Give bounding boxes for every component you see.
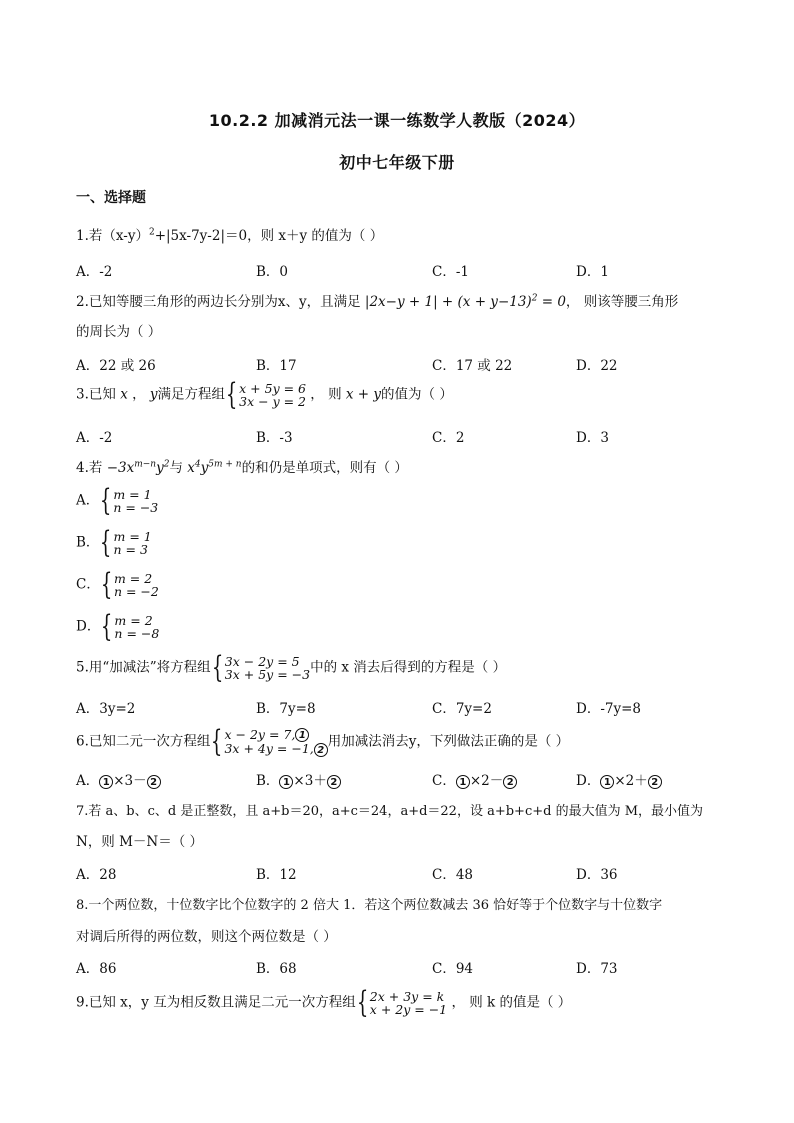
option-d[interactable]: D．3	[576, 430, 609, 446]
question-4	[76, 456, 726, 476]
math-expression: x + y	[345, 386, 382, 403]
circled-number-icon: 1	[456, 775, 470, 789]
question-text: 3.已知	[76, 386, 116, 403]
question-8-line-2: 对调后所得的两位数，则这个两位数是（ ）	[76, 929, 337, 945]
section-heading: 一、选择题	[76, 190, 146, 206]
page-subtitle: 初中七年级下册	[339, 153, 455, 172]
page-title: 10.2.2 加减消元法一课一练数学人教版（2024）	[208, 111, 586, 130]
equation-system: { 3x − 2y = 5 3x + 5y = −3	[211, 650, 311, 685]
separator: ，	[132, 386, 146, 403]
option-a[interactable]: A．-2	[76, 264, 113, 280]
question-7-line-2: N，则 M－N＝（ ）	[76, 834, 204, 850]
question-text: 5.用“加减法”将方程组	[76, 659, 211, 676]
circled-number-icon: 1	[99, 775, 113, 789]
question-text: ， 则	[310, 386, 342, 403]
option-c[interactable]: C．2	[432, 430, 465, 446]
option-label: D．	[76, 618, 101, 635]
option-c[interactable]: C． 1 ×2－ 2	[432, 769, 517, 789]
question-text: ， 则该等腰三角形	[565, 294, 679, 310]
question-text: 与	[169, 460, 183, 476]
option-b[interactable]: B．7y=8	[256, 701, 316, 717]
variable: x	[120, 386, 128, 403]
option-a[interactable]: A．28	[76, 867, 117, 883]
option-c[interactable]	[76, 567, 159, 602]
circled-number-icon: 2	[648, 775, 662, 789]
question-6	[76, 724, 726, 759]
question-7: 7.若 a、b、c、d 是正整数，且 a+b＝20，a+c＝24，a+d＝22，设 a+b+c+d 的最大值为 M，最小值为	[76, 804, 704, 819]
equation-system: { m = 1 n = −3	[100, 483, 159, 518]
exponent: 2	[148, 227, 155, 238]
question-5	[76, 650, 726, 685]
question-text: 9.已知 x，y 互为相反数且满足二元一次方程组	[76, 994, 356, 1011]
circled-number-icon: 1	[279, 775, 293, 789]
equation-system: { m = 1 n = 3	[100, 525, 152, 560]
option-d[interactable]: D．36	[576, 867, 618, 883]
monomial-2: $x^4y^{5m + n}$	[187, 459, 242, 476]
option-a[interactable]: A．22 或 26	[76, 358, 156, 374]
option-a[interactable]: A．3y=2	[76, 701, 136, 717]
option-b[interactable]: B．-3	[256, 430, 293, 446]
question-text: 4.若	[76, 460, 103, 476]
option-b[interactable]: B． 1 ×3＋ 2	[256, 769, 341, 789]
equation-system: { m = 2 n = −8	[101, 609, 160, 644]
option-b[interactable]: B．68	[256, 961, 297, 977]
question-text: 满足方程组	[157, 386, 226, 403]
option-a[interactable]: A．-2	[76, 430, 113, 446]
equation-system: { m = 2 n = −2	[100, 567, 159, 602]
option-a[interactable]	[76, 483, 159, 518]
question-text: +|5x-7y-2|＝0，则 x＋y 的值为（ ）	[154, 228, 384, 244]
monomial-1: $-3x^{m-n}y^2$	[106, 459, 170, 476]
question-2	[76, 290, 726, 310]
option-d[interactable]: D． 1 ×2＋ 2	[576, 769, 662, 789]
question-text: 中的 x 消去后得到的方程是（ ）	[310, 659, 507, 676]
option-c[interactable]: C．94	[432, 961, 474, 977]
circled-number-icon: 2	[147, 775, 161, 789]
question-9	[76, 985, 726, 1020]
math-expression: $|2x-y + 1| + (x + y-13)^2 = 0$	[364, 293, 566, 310]
question-text: 用加减法消去y，下列做法正确的是（ ）	[327, 733, 570, 750]
question-text: 2.已知等腰三角形的两边长分别为x、y，且满足	[76, 294, 361, 310]
question-3	[76, 377, 726, 412]
circled-number-icon: 2	[314, 743, 328, 757]
option-label: B．	[76, 534, 100, 551]
question-text: 的和仍是单项式，则有（ ）	[241, 460, 408, 476]
option-d[interactable]: D．73	[576, 961, 618, 977]
question-8: 8.一个两位数，十位数字比个位数字的 2 倍大 1．若这个两位数减去 36 恰好等于个位数字与十位数字	[76, 898, 663, 913]
option-d[interactable]	[76, 609, 160, 644]
circled-number-icon: 1	[600, 775, 614, 789]
question-1	[76, 224, 726, 244]
option-d[interactable]: D．22	[576, 358, 618, 374]
option-b[interactable]: B．0	[256, 264, 289, 280]
equation-system: { 2x + 3y = k x + 2y = −1	[356, 985, 448, 1020]
variable: y	[149, 386, 158, 403]
equation-system: { x + 5y = 6 3x − y = 2	[225, 377, 306, 412]
question-text: ， 则 k 的值是（ ）	[451, 994, 572, 1011]
option-label: A．	[76, 492, 100, 509]
option-b[interactable]	[76, 525, 152, 560]
option-d[interactable]: D．-7y=8	[576, 701, 642, 717]
option-c[interactable]: C．7y=2	[432, 701, 492, 717]
question-2-line-2: 的周长为（ ）	[76, 324, 162, 340]
circled-number-icon: 2	[503, 775, 517, 789]
option-c[interactable]: C．48	[432, 867, 474, 883]
circled-number-icon: 1	[295, 728, 309, 742]
question-text: 的值为（ ）	[381, 386, 453, 403]
question-text: 1.若（x-y）	[76, 228, 149, 244]
option-b[interactable]: B．17	[256, 358, 297, 374]
option-b[interactable]: B．12	[256, 867, 297, 883]
option-label: C．	[76, 576, 100, 593]
option-a[interactable]: A． 1 ×3－ 2	[76, 769, 161, 789]
option-a[interactable]: A．86	[76, 961, 117, 977]
question-text: 6.已知二元一次方程组	[76, 733, 211, 750]
option-c[interactable]: C．-1	[432, 264, 469, 280]
option-c[interactable]: C．17 或 22	[432, 358, 513, 374]
equation-system: { x − 2y = 7, 1 3x + 4y = −1, 2	[210, 727, 327, 757]
circled-number-icon: 2	[327, 775, 341, 789]
option-d[interactable]: D．1	[576, 264, 609, 280]
